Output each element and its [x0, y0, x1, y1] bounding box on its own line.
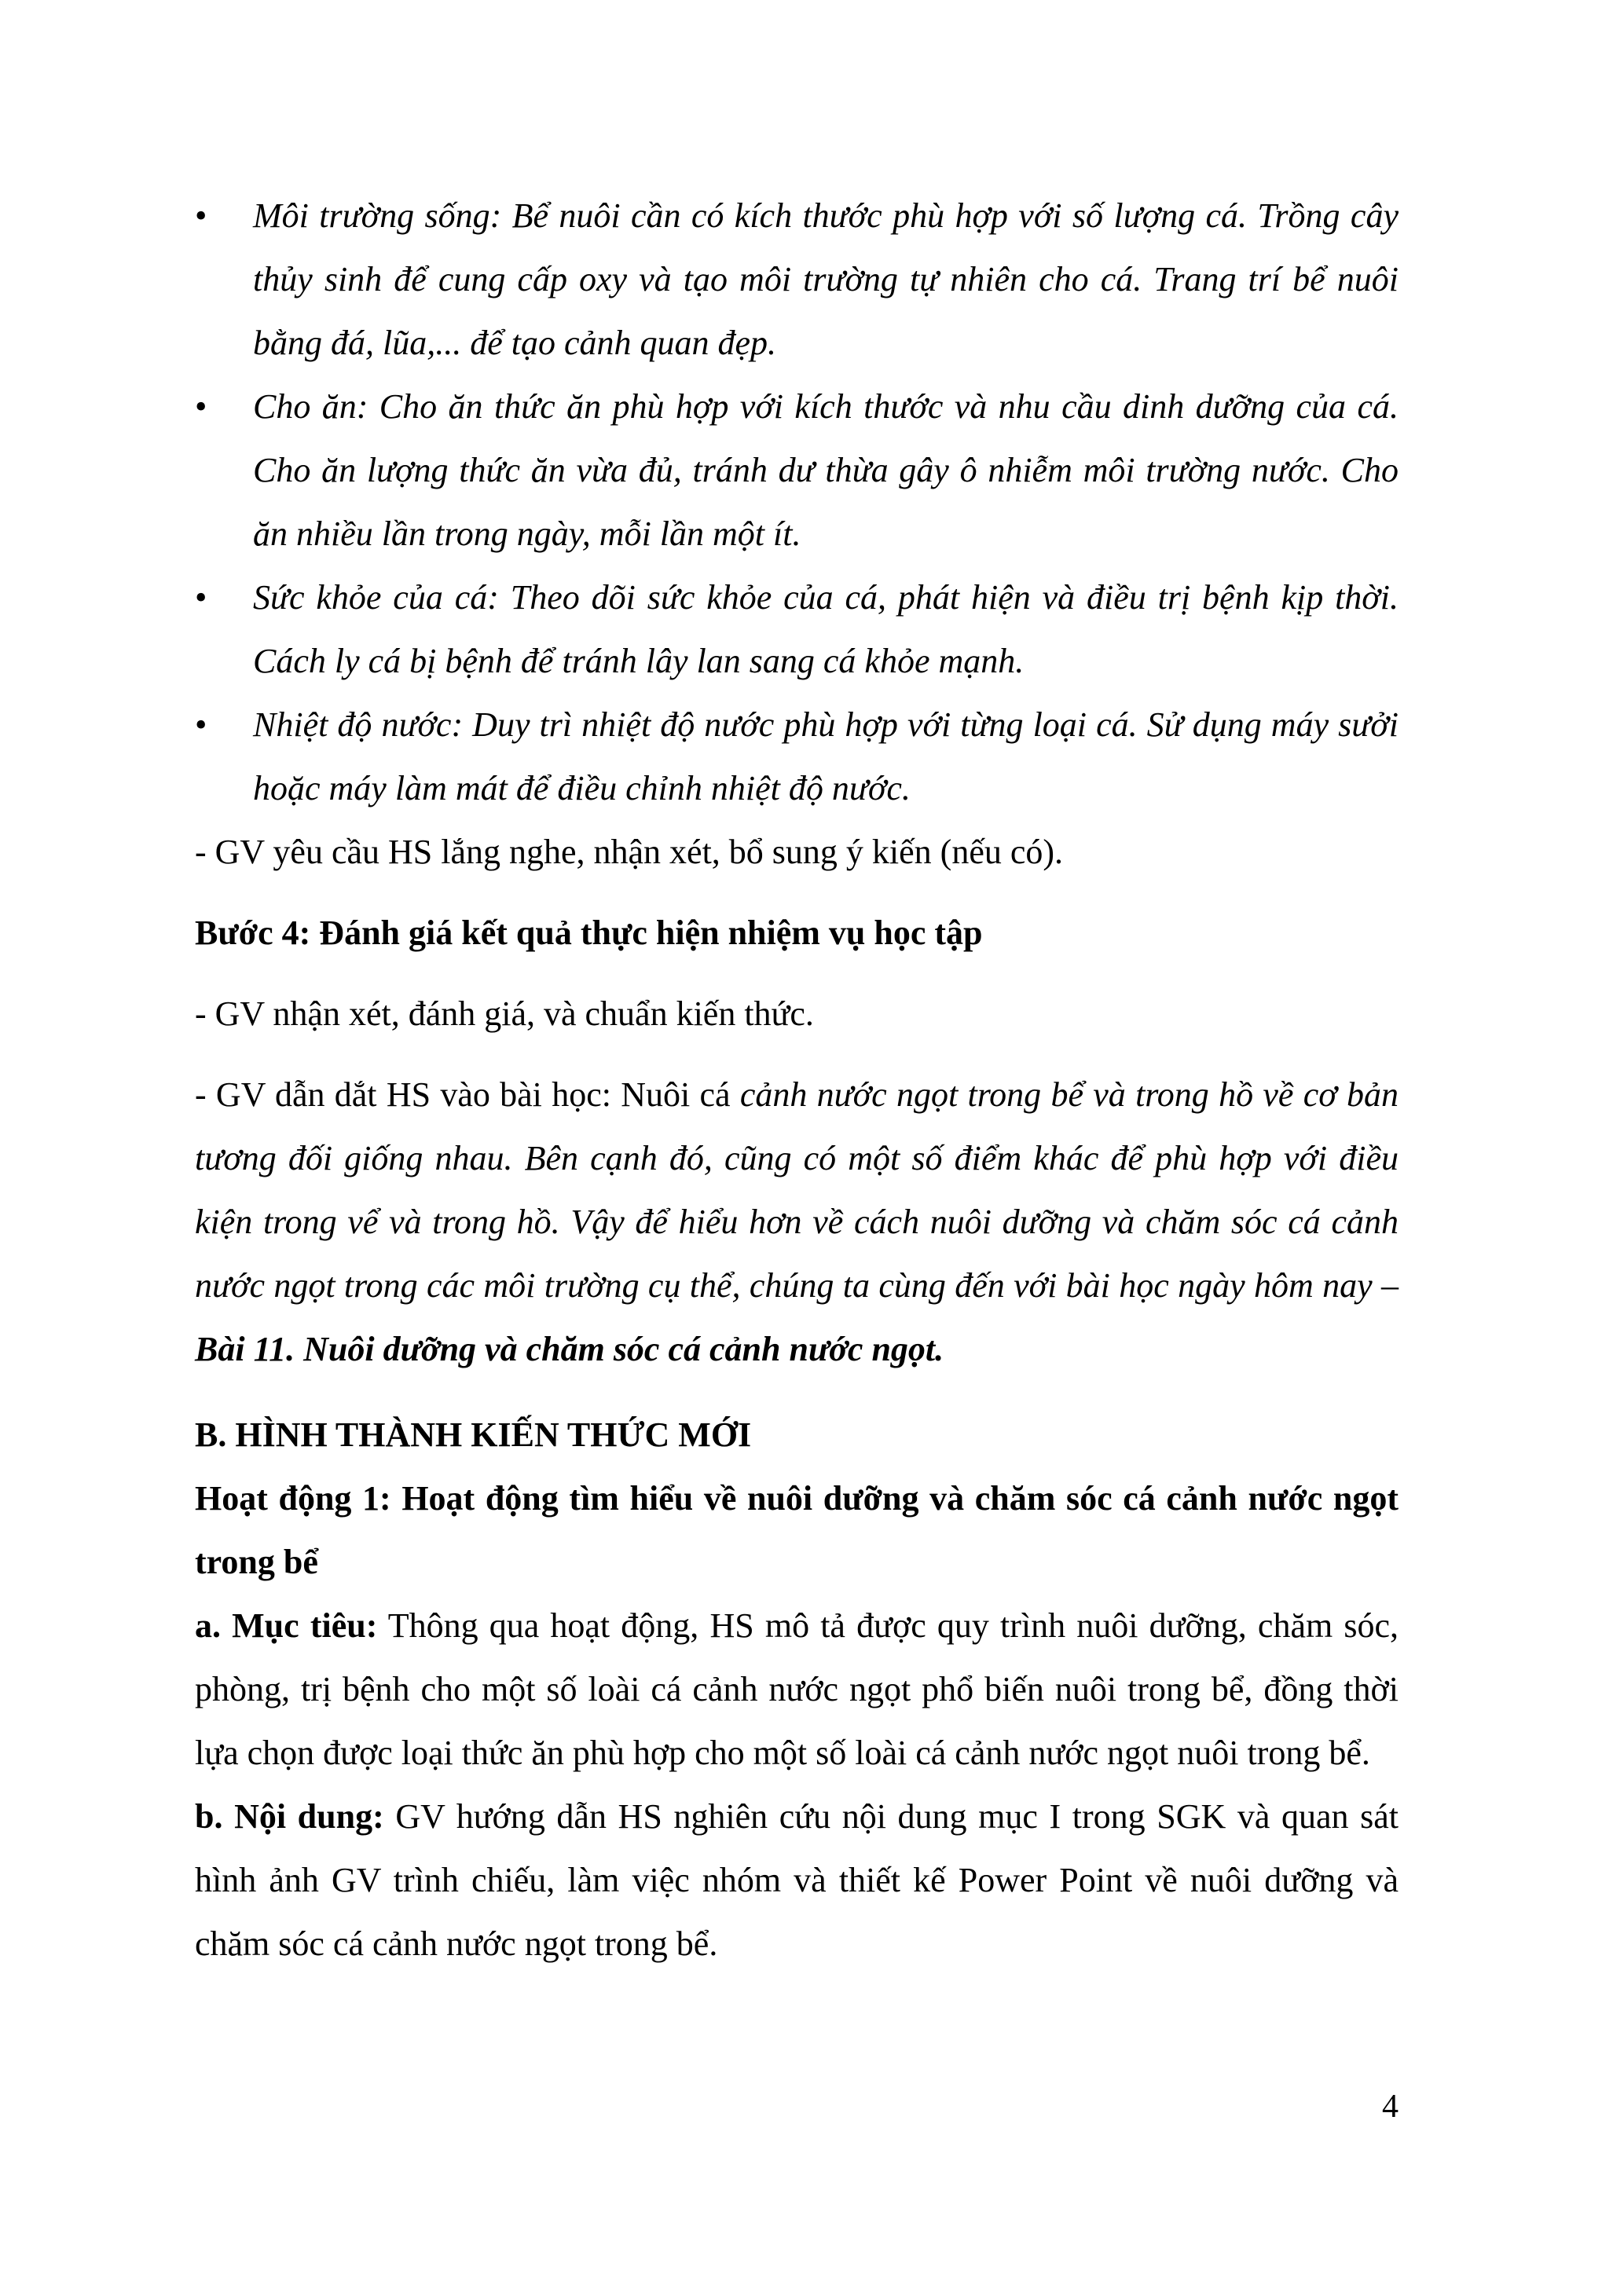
objective-label: a. Mục tiêu: [195, 1606, 378, 1645]
content-label: b. Nội dung: [195, 1797, 384, 1836]
bullet-dot-icon: • [195, 196, 207, 235]
section-b-heading: B. HÌNH THÀNH KIẾN THỨC MỚI [195, 1415, 752, 1454]
activity1-heading: Hoạt động 1: Hoạt động tìm hiểu về nuôi dưỡng và chăm sóc cá cảnh nước ngọt trong bể [195, 1479, 1399, 1581]
bullet-text: Sức khỏe của cá: Theo dõi sức khỏe của cá, phát hiện và điều trị bệnh kịp thời. Cách ly cá bị bệnh để tránh lây lan sang cá khỏe mạnh. [253, 578, 1399, 680]
care-bullet-list [195, 184, 1399, 820]
content-text: GV hướng dẫn HS nghiên cứu nội dung mục I trong SGK và quan sát hình ảnh GV trình chiếu, làm việc nhóm và thiết kế Power Point về nuôi dưỡng và chăm sóc cá cảnh nước ngọt trong bể. [195, 1797, 1399, 1963]
bullet-fish-health [195, 566, 1399, 693]
gv-evaluate-paragraph: - GV nhận xét, đánh giá, và chuẩn kiến thức. [195, 994, 814, 1033]
bullet-text: Môi trường sống: Bể nuôi cần có kích thước phù hợp với số lượng cá. Trồng cây thủy sinh để cung cấp oxy và tạo môi trường tự nhiên cho cá. Trang trí bể nuôi bằng đá, lũa,... để tạo cảnh quan đẹp. [253, 196, 1399, 362]
gv-lead-italic: cảnh nước ngọt trong bể và trong hồ về cơ bản tương đối giống nhau. Bên cạnh đó, cũng có một số điểm khác để phù hợp với điều kiện trong vể và trong hồ. Vậy để hiểu hơn về cách nuôi dưỡng và chăm sóc cá cảnh nước ngọt trong các môi trường cụ thể, chúng ta cùng đến với bài học ngày hôm nay – [195, 1075, 1399, 1305]
page-content [195, 184, 1399, 1976]
page-number: 4 [1382, 2089, 1399, 2125]
content-paragraph [195, 1785, 1399, 1976]
bullet-text: Cho ăn: Cho ăn thức ăn phù hợp với kích thước và nhu cầu dinh dưỡng của cá. Cho ăn lượng thức ăn vừa đủ, tránh dư thừa gây ô nhiễm môi trường nước. Cho ăn nhiều lần trong ngày, mỗi lần một ít. [253, 387, 1399, 553]
bullet-dot-icon: • [195, 578, 207, 617]
step4-heading: Bước 4: Đánh giá kết quả thực hiện nhiệm vụ học tập [195, 914, 983, 952]
objective-paragraph [195, 1594, 1399, 1785]
bullet-water-temperature [195, 693, 1399, 820]
gv-request-paragraph: - GV yêu cầu HS lắng nghe, nhận xét, bổ sung ý kiến (nếu có). [195, 833, 1064, 871]
bullet-living-environment [195, 184, 1399, 375]
gv-lead-paragraph [195, 1063, 1399, 1381]
objective-text: Thông qua hoạt động, HS mô tả được quy trình nuôi dưỡng, chăm sóc, phòng, trị bệnh cho một số loài cá cảnh nước ngọt phổ biến nuôi trong bể, đồng thời lựa chọn được loại thức ăn phù hợp cho một số loài cá cảnh nước ngọt nuôi trong bể. [195, 1606, 1399, 1772]
bullet-text: Nhiệt độ nước: Duy trì nhiệt độ nước phù hợp với từng loại cá. Sử dụng máy sưởi hoặc máy làm mát để điều chỉnh nhiệt độ nước. [253, 705, 1399, 807]
bullet-feeding [195, 375, 1399, 566]
bullet-dot-icon: • [195, 705, 207, 744]
bullet-dot-icon: • [195, 387, 207, 426]
lesson-title: Bài 11. Nuôi dưỡng và chăm sóc cá cảnh nước ngọt. [195, 1330, 944, 1368]
gv-lead-prefix: - GV dẫn dắt HS vào bài học: Nuôi cá [195, 1075, 740, 1114]
